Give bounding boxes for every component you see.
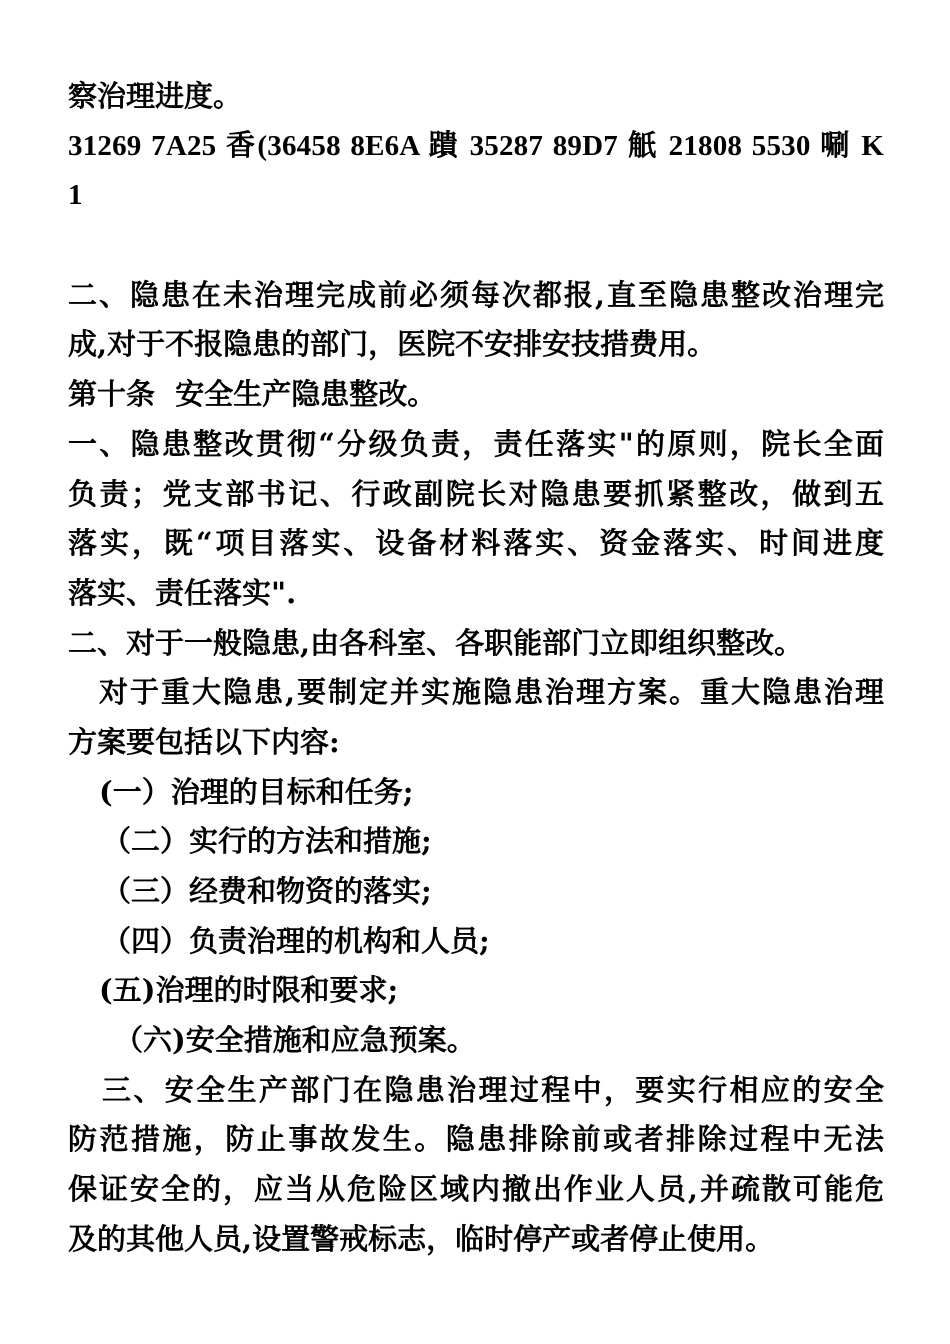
text-line: 方案要包括以下内容: (68, 724, 340, 759)
text-line: 落实、责任落实". (68, 575, 297, 610)
document-page (68, 72, 884, 1265)
text-line: 保证安全的，应当从危险区域内撤出作业人员,并疏散可能危 (68, 1172, 884, 1207)
list-item: （三）经费和物资的落实; (102, 874, 432, 908)
list-item: (一）治理的目标和任务; (99, 774, 414, 809)
text-line: 负责；党支部书记、行政副院长对隐患要抓紧整改，做到五 (68, 476, 884, 511)
code-line: 1 (68, 179, 83, 212)
text-line: 防范措施，防止事故发生。隐患排除前或者排除过程中无法 (68, 1122, 884, 1157)
section-heading: 第十条 安全生产隐患整改。 (68, 377, 437, 412)
text-line: 二、隐患在未治理完成前必须每次都报,直至隐患整改治理完 (68, 277, 884, 312)
text-line: 三、安全生产部门在隐患治理过程中，要实行相应的安全 (102, 1072, 884, 1107)
text-line: 二、对于一般隐患,由各科室、各职能部门立即组织整改。 (68, 625, 804, 660)
text-line: 察治理进度。 (68, 79, 243, 113)
text-line: 落实，既“项目落实、设备材料落实、资金落实、时间进度 (68, 526, 884, 561)
text-line: 一、隐患整改贯彻“分级负责，责任落实"的原则，院长全面 (68, 426, 884, 461)
list-item: (五)治理的时限和要求; (99, 973, 399, 1008)
list-item: （二）实行的方法和措施; (102, 824, 432, 859)
text-line: 对于重大隐患,要制定并实施隐患治理方案。重大隐患治理 (99, 675, 884, 710)
text-line: 及的其他人员,设置警戒标志，临时停产或者停止使用。 (68, 1221, 775, 1256)
code-line: 31269 7A25 香(36458 8E6A 蹪 35287 89D7 觗 21808 5530 唰 K (68, 129, 884, 162)
text-line: 成,对于不报隐患的部门，医院不安排安技措费用。 (68, 327, 717, 362)
list-item: （四）负责治理的机构和人员; (102, 923, 490, 958)
blank-line (68, 221, 884, 271)
list-item: （六)安全措施和应急预案。 (114, 1023, 476, 1058)
